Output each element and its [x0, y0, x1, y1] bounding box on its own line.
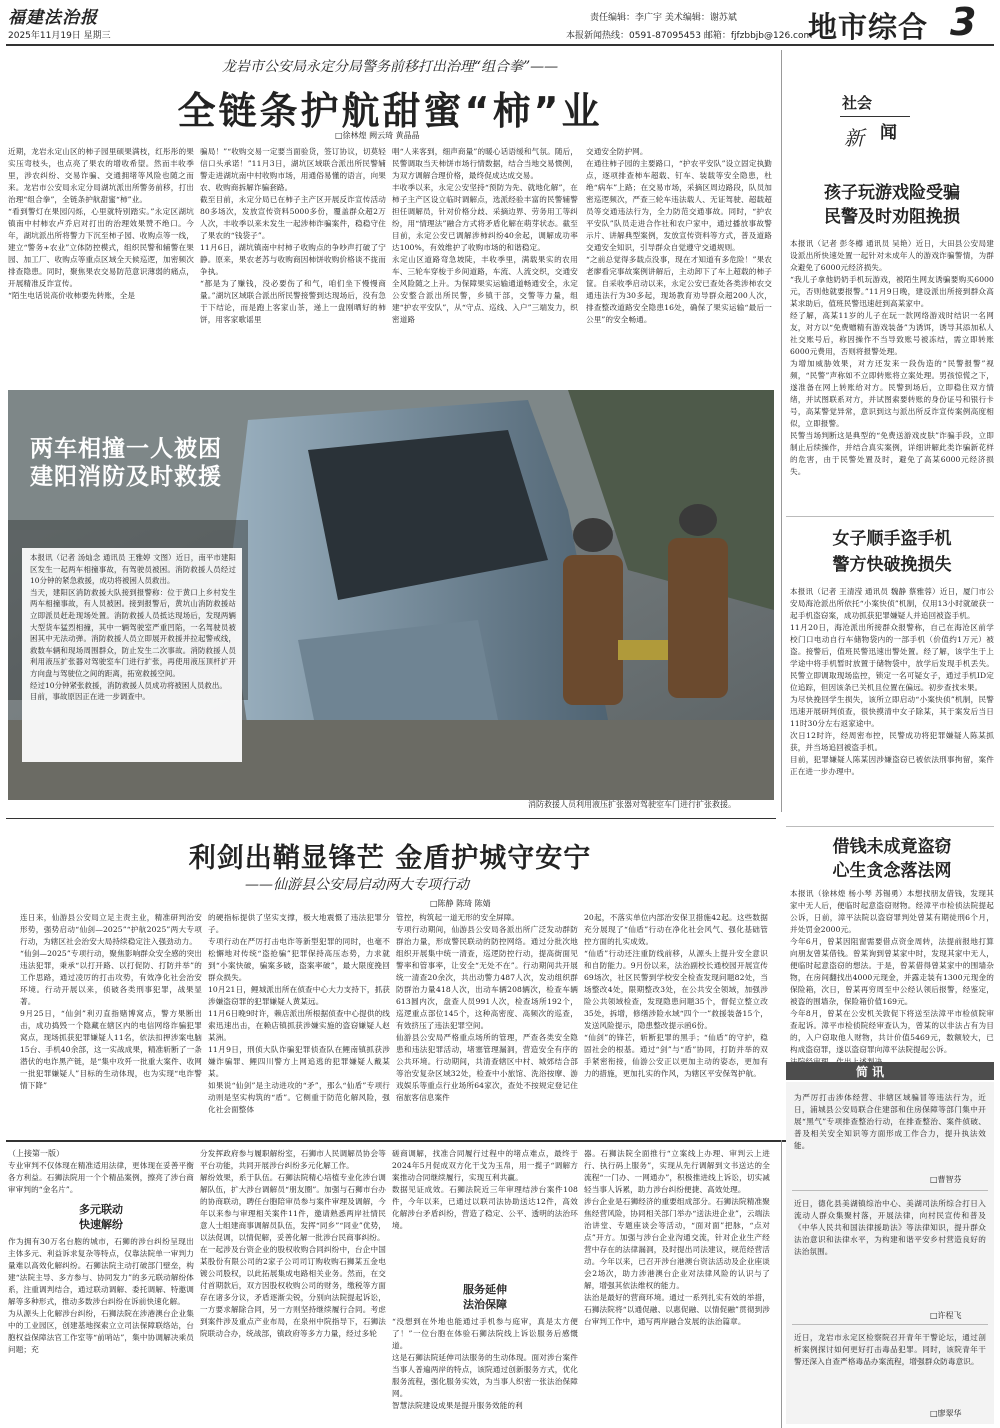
- lead-col1: 近期，龙岩永定山区的柿子园里硕果满枝，红彤彤的果实压弯枝头，也点亮了果农的增收希望。然而丰收季里，涉农纠纷、交易诈骗、交通拥堵等风险也随之而来。龙岩市公安局永定分局湖坑派出所警务前移，打出治理“组合拳”，全链条护航甜蜜“柿”业。 “看到警灯在果园闪烁，心里就特别踏实。”永定区湖坑镇南中村柿农卢乔启对打出的治理效果赞不绝口。今年，湖坑派出所将警力下沉至柿子园、收购点等一线，建立“警务+农业”立体防控模式，组织民警和辅警在果园、加工厂、收购点等重点区域全天候巡逻，加密频次排查隐患。同时，聚焦果农交易防范意识薄弱的痛点，开展精准反诈宣传。 “陌生电话说高价收柿要先转账，全是: [8, 147, 194, 300]
- masthead-rule: [6, 44, 994, 46]
- second-kicker: ——仙游县公安局启动两大专项行动: [245, 877, 469, 893]
- brief2-text: 近日，德化县美湖镇综治中心、美湖司法所综合打日入流动人群众集聚村落，开展法律，向村民宣传和普及《中华人民共和国法律援助法》等法律知识，提升群众法治意识和法律水平，为构建和谐平安乡村营造良好的法治氛围。: [794, 1199, 986, 1256]
- social-label-mid: 新: [844, 126, 864, 150]
- sidebar-divider: [781, 50, 782, 812]
- story1-title-1: 孩子玩游戏险受骗: [824, 183, 960, 203]
- story3-text: 本报讯（徐林煌 杨小琴 苏锡勇）本想找朋友借钱，发现其家中无人后，便临时起意盗窃财物。经漳平市检侦法院提起公诉，日前，漳平法院以盗窃罪判处曾某有期徒刑6个月，并处罚金2000元。 今年6月，曾某因阻窗需要借点资金周转，法提前报地打算向朋友曾某借钱。曾某询到曾某家中时，发现其家中无人，便临时起意盗窃的想法。于是，曾某借得曾某家中的围墙杂物，在房间翻找出4000元现金，并露走装有1300元现金的保险箱，次日，曾某再穷周至中公经认领后报警，经鉴定，被盗的围墙杂，保险箱价值169元。 今年8月，曾某在公安机关敦促下将送至法漳平市检侦院审查起诉。漳平市检侦院经审查认为，曾某的以非法占有为目的，入户窃取他人财物，共计价值5469元，数额较大，已构成盗窃罪，遂以盗窃罪向漳平法院提起公诉。: [790, 889, 994, 1054]
- editors-line: 责任编辑：李广宇 美术编辑：谢苏斌: [590, 13, 737, 23]
- story1-title-2: 民警及时劝阻挽损: [824, 207, 960, 227]
- lead-col3: 唱“人来客到，细声商量”的暖心话语缓和气氛。随后，民警调取当天柿饼市场行情数据，结合当地交易惯例，为双方调解合理价格，最终促成达成交易。 丰收季以来，永定公安坚持“预防为先、就地化解”，在柿子主产区设立临时调解点，选派经验丰富的民警辅警担任调解员，针对价格分歧、采摘边界、劳务用工等纠纷，用“情理法”融合方式将矛盾化解在萌芽状态。截至目前，永定公安已调解涉柿纠纷40余起，调解成功率达100%，有效维护了收购市场的和谐稳定。 永定山区道路弯急坡陡，丰收季里，满载果实的农用车、三轮车穿梭于乡间道路，车流、人流交织，交通安全风险随之上升。为保障果实运输通道畅通安全，永定公安整合派出所民警，乡镇干部，交警等力量，组建“护农平安队”，从“守点、巡线、入户”三端发力，织密道路: [392, 147, 578, 324]
- story2-title-1: 女子顺手盗手机: [832, 529, 952, 549]
- bottom-col3: 磋商调解，找准合同履行过程中的堵点难点，最终于2024年5月促成双方化干戈为玉帛，用一揽子“调解方案推动合同继续履行，实现互利共赢。 数据见证成效。石狮法院近三年审理结涉台案件108件，今年以来，已通过以联司法协助送达12件，高效化解涉台矛盾纠纷，营造了稳定、公平、透明的法治环境。: [392, 1149, 578, 1230]
- story2-title-2: 警方快破挽损失: [832, 555, 952, 575]
- story1-text: 本报讯（记者 彭冬樽 通讯员 吴艳）近日，大田县公安局建设派出所快速处置一起针对未成年人的游戏诈骗警情，为群众避免了6000元经济损失。 “我儿子拿他奶奶手机玩游戏，被陌生网友诱骗要购买6000元，否则他就要报警。”11月9日晚，建设派出所接到群众高某求助后，值班民警迅速赶到高某家中。 经了解，高某11岁的儿子在玩一款网络游戏时结识一名网友，对方以“免费赠精有游戏装备”为诱饵，诱导其添加私人社交账号后，称因操作不当导致账号被冻结，需立即转账6000元费用，否则将报警处理。 为增加威胁效果，对方还发来一段伪造的“民警报警”视频，“民警”声称如不立即转账将立案处理。男孩惊慌之下，遂准备在网上转账给对方。民警到场后，立即稳住双方情绪，并试图联系对方，并试图索要转账的身份证号和银行卡号，高某警觉异常，意识到这与派出所反诈宣传案例高度相似，立即报警。 民警当场判断这是典型的“免费送游戏皮肤”诈骗手段，立即制止后续操作，并结合真实案例，详细讲解此类诈骗新花样的危害，由于民警处置及时，避免了高某6000元经济损失。: [790, 239, 994, 476]
- brief-rule-2: [792, 1324, 988, 1325]
- second-col2: 的硬指标提供了坚实支撑，极大地震慑了违法犯罪分子。 专项行动在严厉打击电诈等新型犯罪的同时，也毫不松懈地对传统“盗抢骗”犯罪保持高压态势，力求就到“小案快破，骗案多破，盗案率破”，最大限度挽回群众损失。 10月21日，鲤城派出所在侦查中心大力支持下，抓获涉嫌盗窃罪的犯罪嫌疑人黄某远。 11月6日晚9时许，赖店派出所根据侦查中心提供的线索迅速出击，在赖店镇抓获涉嫌实施的盗窃嫌疑人赵某洲。 11月9日，刑侦大队诈骗犯罪侦查队在鲤南镇抓获涉嫌诈骗罪、鲤四川警方上网追逃的犯罪嫌疑人戴某某。 如果说“仙剑”是主动进攻的“矛”，那么“仙盾”专项行动则是坚实构筑的“盾”。它侧重于防范化解风险，强化社会面整体: [208, 913, 390, 1114]
- second-col4: 20起，不落实单位内部治安保卫措施42起。这些数据充分展现了“仙盾”行动在净化社会风气、强化基础管控方面的扎实成效。 “仙盾”行动还注重防线前移，从源头上提升安全意识和自防能力。9月份以来，法治副校长通校园开展宣传69场次，社区民警到学校安全检查发现问题82处，当场整改4处，限期整改3处，在公共安全领域，加强涉险公共领域检查，发现隐患问题35个，督促立整立改35处，拆增，修缮涉险水域“四个一”救援装备15个，发送风险提示，隐患整改提示函6份。 “仙剑”的锋芒，斩断犯罪的黑手；“仙盾”的守护，稳固社会的根基。通过“剑”与“盾”协同，打防并举的双手紧密衔接，仙游公安正以更加主动的姿态，更加有力的措施，更加扎实的作风，为辖区平安保驾护航。: [584, 913, 768, 1078]
- bottom-col1b: 作为拥有30万名台胞的城市，石狮的涉台纠纷呈现出主体多元、利益诉求复杂等特点，仅靠法院单一审判力量难以高效化解纠纷。石狮法院主动打破部门壁垒，构建“法院主导、多方参与、协同发力”的多元联动解纷体系，注重调判结合，通过联动调解、委托调解、特邀调解等多种形式，推动多数涉台纠纷在诉前快速化解。 为从源头上化解涉台纠纷，石狮法院在涉港澳台企业集中的工业园区，创建基地探索立立司法保障联络站，台胞权益保障法官工作室等“前哨站”，集中协调解决乘员问题；充: [8, 1237, 194, 1354]
- story3-title-1: 借钱未成竟盗窃: [832, 837, 952, 857]
- brief1-text: 为严厉打击涉体经营、非辖区域骗冒等违法行为，近日，浦城县公安局联合住建部和住房保障等部门集中开展“黑气”专项排查整治行动，在排查整治、案件侦破、普及相关安全知识等方面形成工作合力，提升执法效能。: [794, 1093, 986, 1150]
- brief-header-bar: [786, 1062, 994, 1080]
- lead-byline: □徐林煌 阙云琦 黄晶晶: [335, 131, 420, 140]
- brief3-text: 近日，龙岩市永定区检察院召开青年干警论坛，通过剖析案例探讨如何更好打击毒品犯罪。同时，该院青年干警还深入自查严格毒品办案流程，增强群众防毒意识。: [794, 1333, 986, 1366]
- social-label-end: 闻: [880, 123, 897, 143]
- bottom-col4: 器。石狮法院全面推行“立案线上办理、审判云上进行、执行码上服务”，实现从先行调解到文书送达的全流程“一门办、一网通办”，积极推进线上诉讼，切实减轻当事人诉累，助力涉台纠纷便捷、高效处理。 涉台企业是石狮经济的重要组成部分。石狮法院精准聚焦经营风险，协同相关部门举办“送法进企业”，云端法治讲堂、专题座谈会等活动，“面对面”把脉，“点对点”开方。加强与涉台企业沟通交流，针对企业生产经营中存在的法律漏洞，及时提出司法建议，规范经营活动。今年以来，已召开涉台港澳台资法活动及企业座谈会2场次，助力涉港澳台企业对法律风险的认识与了解，增强其依法维权的能力。 法治是最好的营商环境。通过一系列扎实有效的举措，石狮法院将“以通促融、以惠促融、以情促融”贯彻到涉台审判工作中，通写两岸融合发展的法治篇章。: [584, 1149, 770, 1326]
- second-byline: □陈静 陈琦 陈婧: [430, 899, 491, 908]
- social-news-label: [830, 92, 940, 152]
- sidebar-rule-1: [786, 516, 994, 517]
- lead-col4: 交通安全防护网。 在通往柿子园的主要路口，“护农平安队”设立固定执勤点，逐项排查柿车超载、钉车、装载等安全隐患，杜绝“病车”上路；在交易市场，采摘区周边路段，队员加密巡逻频次，严查三轮车违法载人、无证驾驶、超载超员等交通违法行为，全力防范交通事故。同时，“护农平安队”队员走进合作社和农户家中，通过播放事故警示片、讲解典型案例，发放宣传资料等方式，普及道路交通安全知识，引导群众自觉遵守交通规则。 “之前总觉得多载点没事，现在才知道有多危险！”果农老廖看完事故案例讲解后，主动卸下了车上超载的柿子筐。自采收季启动以来，永定公安已查处各类涉柿农交通违法行为30多起，现场教育劝导群众超200人次，排查整改道路安全隐患16处，确保了果实运输“最后一公里”的安全畅通。: [586, 147, 772, 324]
- second-title: 利剑出鞘显锋芒 金盾护城守安宁: [188, 843, 592, 874]
- social-label-rule: [840, 116, 910, 117]
- issue-date: 2025年11月19日 星期三: [8, 31, 111, 41]
- bottom-col2: 分发挥政府参与履职解纷室，石狮市人民调解员协会等平台功能，共同开展涉台纠纷多元化解工作。 解纷效果，系于队伍。石狮法院精心培植专业化涉台调解队伍，扩大涉台调解员“朋友圈”。加强与石狮市台办的协商联动，聘任台胞陪审员参与案件审理及调解，今年以来参与审理相关案件11件，邀请熟悉两岸社情民意人士组建商事调解员队伍，发挥“同乡”“同业”优势，以法促调，以情促解，妥善化解一批涉台民商事纠纷。 在一起涉及台资企业的股权收购合同纠纷中，台企中国某股份有限公司的2家子公司司订购收购石狮某五金电镀公司股权，以此拓展集成电路相关业务。然而，在交付首期款后，双方因股权收购公司的财务，缴税等方面存在诸多分议，矛盾逐渐尖锐，分别向法院提起诉讼，一方要求解除合同，另一方则坚持继续履行合同。考虑到案件涉及重点产业布局，在泉州中院指导下，石狮法院联动合办，统战部，镇政府等多方力量，经过多轮: [200, 1149, 386, 1338]
- bottom-sidebar-divider: [781, 1140, 782, 1428]
- second-col1: 连日来，仙游县公安局立足主责主业，精准研判治安形势，强势启动“仙剑—2025”“护航2025”两大专项行动，为辖区社会治安大局持续稳定注入强劲动力。 “仙剑—2025”专项行动，聚焦影响群众安全感的突出违法犯罪，秉承“以打开路、以打促防、打防并举”的工作思路，通过凌厉的打击攻势，有效净化社会治安环境。行动开展以来，侦破各类刑事犯罪，战果显著。 9月25日，“仙剑”利刃直指赌博窝点，警方果断出击，成功捣毁一个隐藏在辖区内的电信网络诈骗犯罪窝点，现场抓获犯罪嫌疑人11名，依法扣押涉案电脑15台、手机40余部，这一实战成果，精准斩断了一条潜伏的电诈黑产链，是“集中攻歼一批重大案件、收网一批犯罪嫌疑人”目标的生动体现，也为实现“电诈警情下降”: [20, 913, 202, 1090]
- masthead: [0, 0, 1000, 44]
- feature-title-1: 两车相撞一人被困: [30, 436, 222, 462]
- lead-kicker: 龙岩市公安局永定分局警务前移打出治理“组合拳”——: [221, 59, 559, 75]
- feature-block: [8, 390, 774, 814]
- feature-text: 本报讯（记者 汤灿念 通讯员 王雅婷 文图）近日，南平市建阳区发生一起两车相撞事故，有驾驶员被困。消防救援人员经过10分钟的紧急救援，成功将被困人员救出。 当天，建阳区消防救援大队接到报警称：位于黄口上乡村发生两车相撞事故，有人员被困。接到报警后，黄坑山消防救援站立即派员赶赴现场处置。消防救援人员抵达现场后，发现两辆大型货车猛烈相撞，其中一辆驾驶室严重凹陷，一名驾驶员被困其中无法动弹。消防救援人员立即展开救援并拉起警戒线，救数车辆和现场周围群众，防止发生二次事故。消防救援人员利用液压扩张器对驾驶室车门进行扩张，再使用液压顶杆扩开方向盘与驾驶位之间的距离，拓宽救援空间。 经过10分钟紧张救援，消防救援人员成功将被困人员救出。 目前，事故原因正在进一步调查中。: [30, 553, 236, 702]
- second-col3: 管控，构筑起一道无形的安全屏障。 专项行动期间，仙游县公安局各派出所广泛发动群防群治力量，形成警民联动的防控网络。通过分批次地组织开展集中统一清查，巡逻防控行动，提高街面见警率和管事率，让安全“无处不在”。行动期间共开展统一清查20余次，共出动警力487人次，发动组织群防群治力量418人次，出动车辆208辆次，检查车辆613圆内次，盘查人员991人次，检查场所192个，巡逻重点部位145个，这种高密度、高频次的巡查，有效挤压了违法犯罪空间。 仙游县公安局严格重点场所的管理，严查各类安全隐患和违法犯罪活动，堵塞管理漏洞，营造安全有序的公共环境。行动期间，共清查辖区中村、城郊结合部等治安复杂区域32处，检查中小旅馆、洗浴按摩、游戏娱乐等重点行业场所64家次，查处不按规定登记住宿旅客信息案件: [396, 913, 578, 1102]
- social-label-top: 社会: [842, 94, 873, 112]
- story3-title-2: 心生贪念落法网: [832, 861, 952, 881]
- brief-header: 简讯: [856, 1065, 889, 1079]
- bottom-col3b: “没想到在外地也能通过手机参与庭审，真是太方便了！”一位台胞在体验石狮法院线上诉讼服务后感慨道。 这是石狮法院延伸司法服务的生动体现。面对涉台案件当事人普遍两岸的特点，该院通过创新服务方式，优化服务流程，强化服务实效，为当事人织密一张法治保障网。 智慧法院建设成果是提升服务效能的利: [392, 1317, 578, 1410]
- continuation-label: （上接第一版）: [8, 1149, 64, 1158]
- photo-caption: 消防救援人员利用液压扩张器对驾驶室车门进行扩张救援。: [528, 800, 736, 809]
- feature-title-2: 建阳消防及时救援: [30, 464, 222, 490]
- bottom-heading1-line2: 快速解纷: [79, 1218, 123, 1231]
- brief3-author: □廖翠华: [930, 1409, 962, 1418]
- lead-title: 全链条护航甜蜜“柿”业: [177, 89, 603, 133]
- page-number: 3: [950, 0, 977, 44]
- bottom-col1: 专业审判不仅体现在精准适用法律，更体现在妥善平衡各方利益。石狮法院用一个个精品案例，擦亮了涉台商审审判的“金名片”。: [8, 1161, 194, 1194]
- lead-col2: 骗局！”“收购交易一定要当面验货，签订协议，切莫轻信口头承诺！”11月3日，湖坑区域联合派出所民警辅警走进湖坑南中村收购市场，用通俗易懂的语言，向果农、收购商拆解诈骗套路。 截至目前，永定分局已在柿子主产区开展反诈宣传活动80多场次，发放宣传资料5000多份，覆盖群众超2万人次，丰收季以来未发生一起涉柿诈骗案件，稳稳守住了果农的“钱袋子”。 11月6日，湖坑镇南中村柿子收购点的争吵声打破了宁静。原来，果农老苏与收购商因柿饼收购价格谈不拢而争执。 “都是为了赚钱，没必要伤了和气，咱们坐下慢慢商量。”湖坑区域联合派出所民警接警到达现场后，没有急于下结论，而是跑上客家山茶，递上一盘刚晒好的柿饼，用客家歌谣里: [200, 147, 386, 324]
- paper-name-logo: 福建法治报: [8, 8, 98, 28]
- bottom-heading2-line1: 服务延伸: [463, 1283, 507, 1296]
- hotline-line: 本报新闻热线：0591-87095453 邮箱：fjfzbbjb@126.com: [566, 31, 813, 41]
- story2-text: 本报讯（记者 王清滢 通讯员 魏静 蔡雅蓉）近日，厦门市公安局海沧派出所依托“小案快侦”机制，仅用13小时就破获一起手机盗窃案，成功抓获犯罪嫌疑人并追回被盗手机。 11月20日，海沧派出所接群众报警称，自己在海沧区前学校门口电动自行车储物袋内的一部手机（价值约1万元）被盗。接警后，值班民警迅速出警处置。经了解，该学生于上学途中将手机暂时放置于储物袋中，放学后发现手机丢失。民警立即调取现场监控，锁定一名可疑女子，通过手机ID定位追踪，但因该条已关机且位置在偏远。初步查找未果。 为尽快挽回学生损失，该所立即启动“小案快侦”机制，民警迅速开展研判侦查，很快摸清中女子除某，其于案发后当日11时30分左右返家途中。 次日12时许，经周密布控，民警成功将犯罪嫌疑人陈某抓获，并当场追回被盗手机。 目前，犯罪嫌疑人陈某因涉嫌盗窃已被依法刑事拘留，案件正在进一步办理中。: [790, 587, 994, 776]
- bottom-heading2-line2: 法治保障: [463, 1298, 507, 1311]
- feature-bottom-rule: [6, 818, 776, 819]
- bottom-heading1-line1: 多元联动: [79, 1203, 123, 1216]
- section-title: 地市综合: [808, 10, 929, 44]
- sidebar-rule-2: [786, 826, 994, 827]
- brief2-author: □许程飞: [930, 1311, 962, 1320]
- brief1-author: □曹智芬: [930, 1175, 962, 1184]
- brief-rule-1: [792, 1190, 988, 1191]
